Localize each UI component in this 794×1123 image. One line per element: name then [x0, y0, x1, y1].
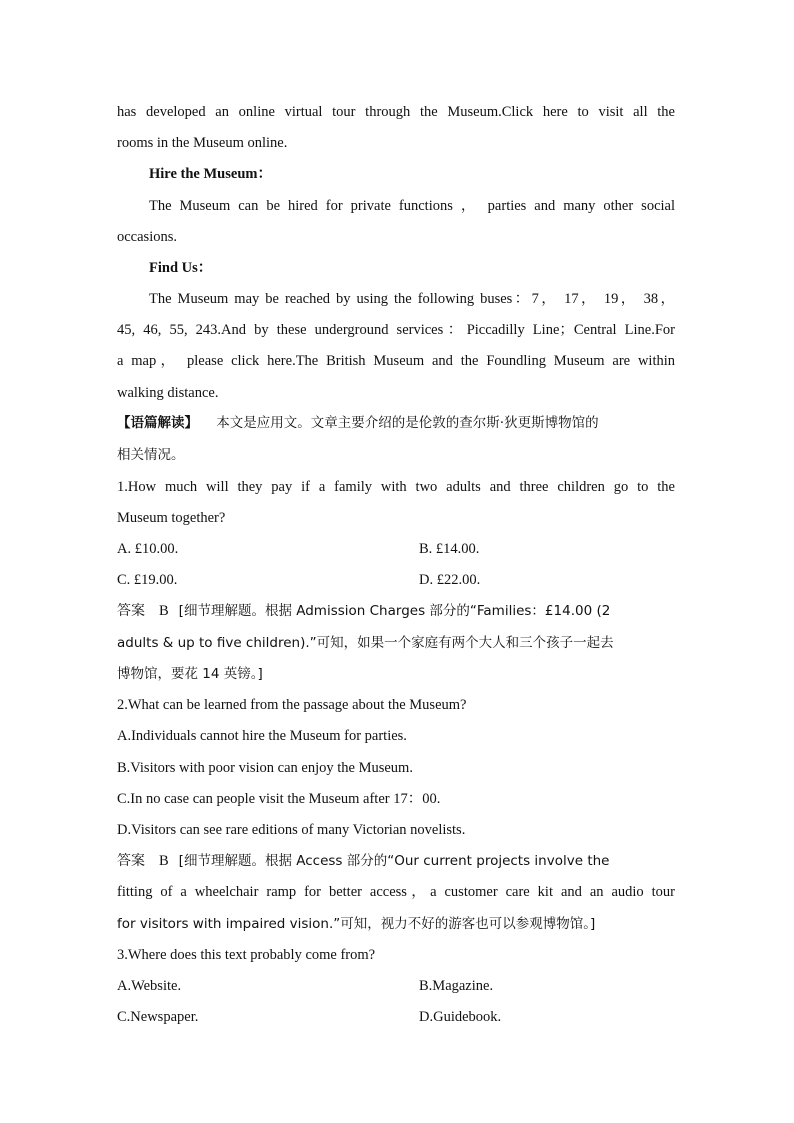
- passage-line: occasions.: [117, 229, 177, 245]
- section-heading-find: Find Us：: [149, 260, 213, 276]
- answer-text: [细节理解题。根据 Access 部分的“Our current projects involve the: [178, 853, 610, 869]
- passage-line: has developed an online virtual tour through the Museum.Click here to visit all the: [117, 104, 675, 120]
- answer-text: [细节理解题。根据 Admission Charges 部分的“Families：£14.00 (2: [178, 603, 611, 619]
- section-heading-hire: Hire the Museum：: [149, 166, 272, 182]
- answer-letter: B: [159, 853, 169, 869]
- option-c: C. £19.00.: [117, 572, 178, 588]
- question-stem: Museum together?: [117, 510, 226, 526]
- answer-line: for visitors with impaired vision.”可知，视力不好的游客也可以参观博物馆。]: [117, 916, 596, 932]
- answer-line: [117, 851, 609, 871]
- passage-line: rooms in the Museum online.: [117, 135, 288, 151]
- option-a: A.Individuals cannot hire the Museum for parties.: [117, 728, 407, 744]
- question-stem: 3.Where does this text probably come from?: [117, 947, 376, 963]
- answer-tag: 答案: [117, 853, 145, 869]
- analysis-tag: 【语篇解读】: [117, 415, 198, 431]
- question-stem: 1.How much will they pay if a family with two adults and three children go to the: [117, 479, 675, 495]
- passage-line: 45, 46, 55, 243.And by these underground services：Piccadilly Line；Central Line.For: [117, 322, 675, 338]
- answer-line: adults & up to five children).”可知，如果一个家庭有两个大人和三个孩子一起去: [117, 635, 614, 651]
- option-c: C.Newspaper.: [117, 1009, 199, 1025]
- analysis-line: [117, 413, 599, 433]
- passage-line: The Museum can be hired for private functions ， parties and many other social: [149, 198, 675, 214]
- option-d: D. £22.00.: [419, 572, 481, 588]
- option-b: B. £14.00.: [419, 541, 480, 557]
- option-b: B.Visitors with poor vision can enjoy the Museum.: [117, 760, 413, 776]
- passage-line: walking distance.: [117, 385, 219, 401]
- answer-letter: B: [159, 603, 169, 619]
- option-a: A.Website.: [117, 978, 182, 994]
- answer-tag: 答案: [117, 603, 145, 619]
- option-d: D.Visitors can see rare editions of many Victorian novelists.: [117, 822, 466, 838]
- analysis-text: 本文是应用文。文章主要介绍的是伦敦的查尔斯·狄更斯博物馆的: [216, 415, 599, 431]
- option-b: B.Magazine.: [419, 978, 494, 994]
- answer-line: fitting of a wheelchair ramp for better access，a customer care kit and an audio tour: [117, 884, 675, 900]
- answer-line: [117, 601, 610, 621]
- passage-line: a map， please click here.The British Museum and the Foundling Museum are within: [117, 353, 675, 369]
- option-d: D.Guidebook.: [419, 1009, 502, 1025]
- passage-line: The Museum may be reached by using the following buses：7， 17， 19， 38，: [149, 291, 675, 307]
- option-a: A. £10.00.: [117, 541, 179, 557]
- question-stem: 2.What can be learned from the passage about the Museum?: [117, 697, 467, 713]
- answer-line: 博物馆，要花 14 英镑。]: [117, 666, 263, 682]
- analysis-line: 相关情况。: [117, 447, 185, 463]
- option-c: C.In no case can people visit the Museum after 17：00.: [117, 791, 441, 807]
